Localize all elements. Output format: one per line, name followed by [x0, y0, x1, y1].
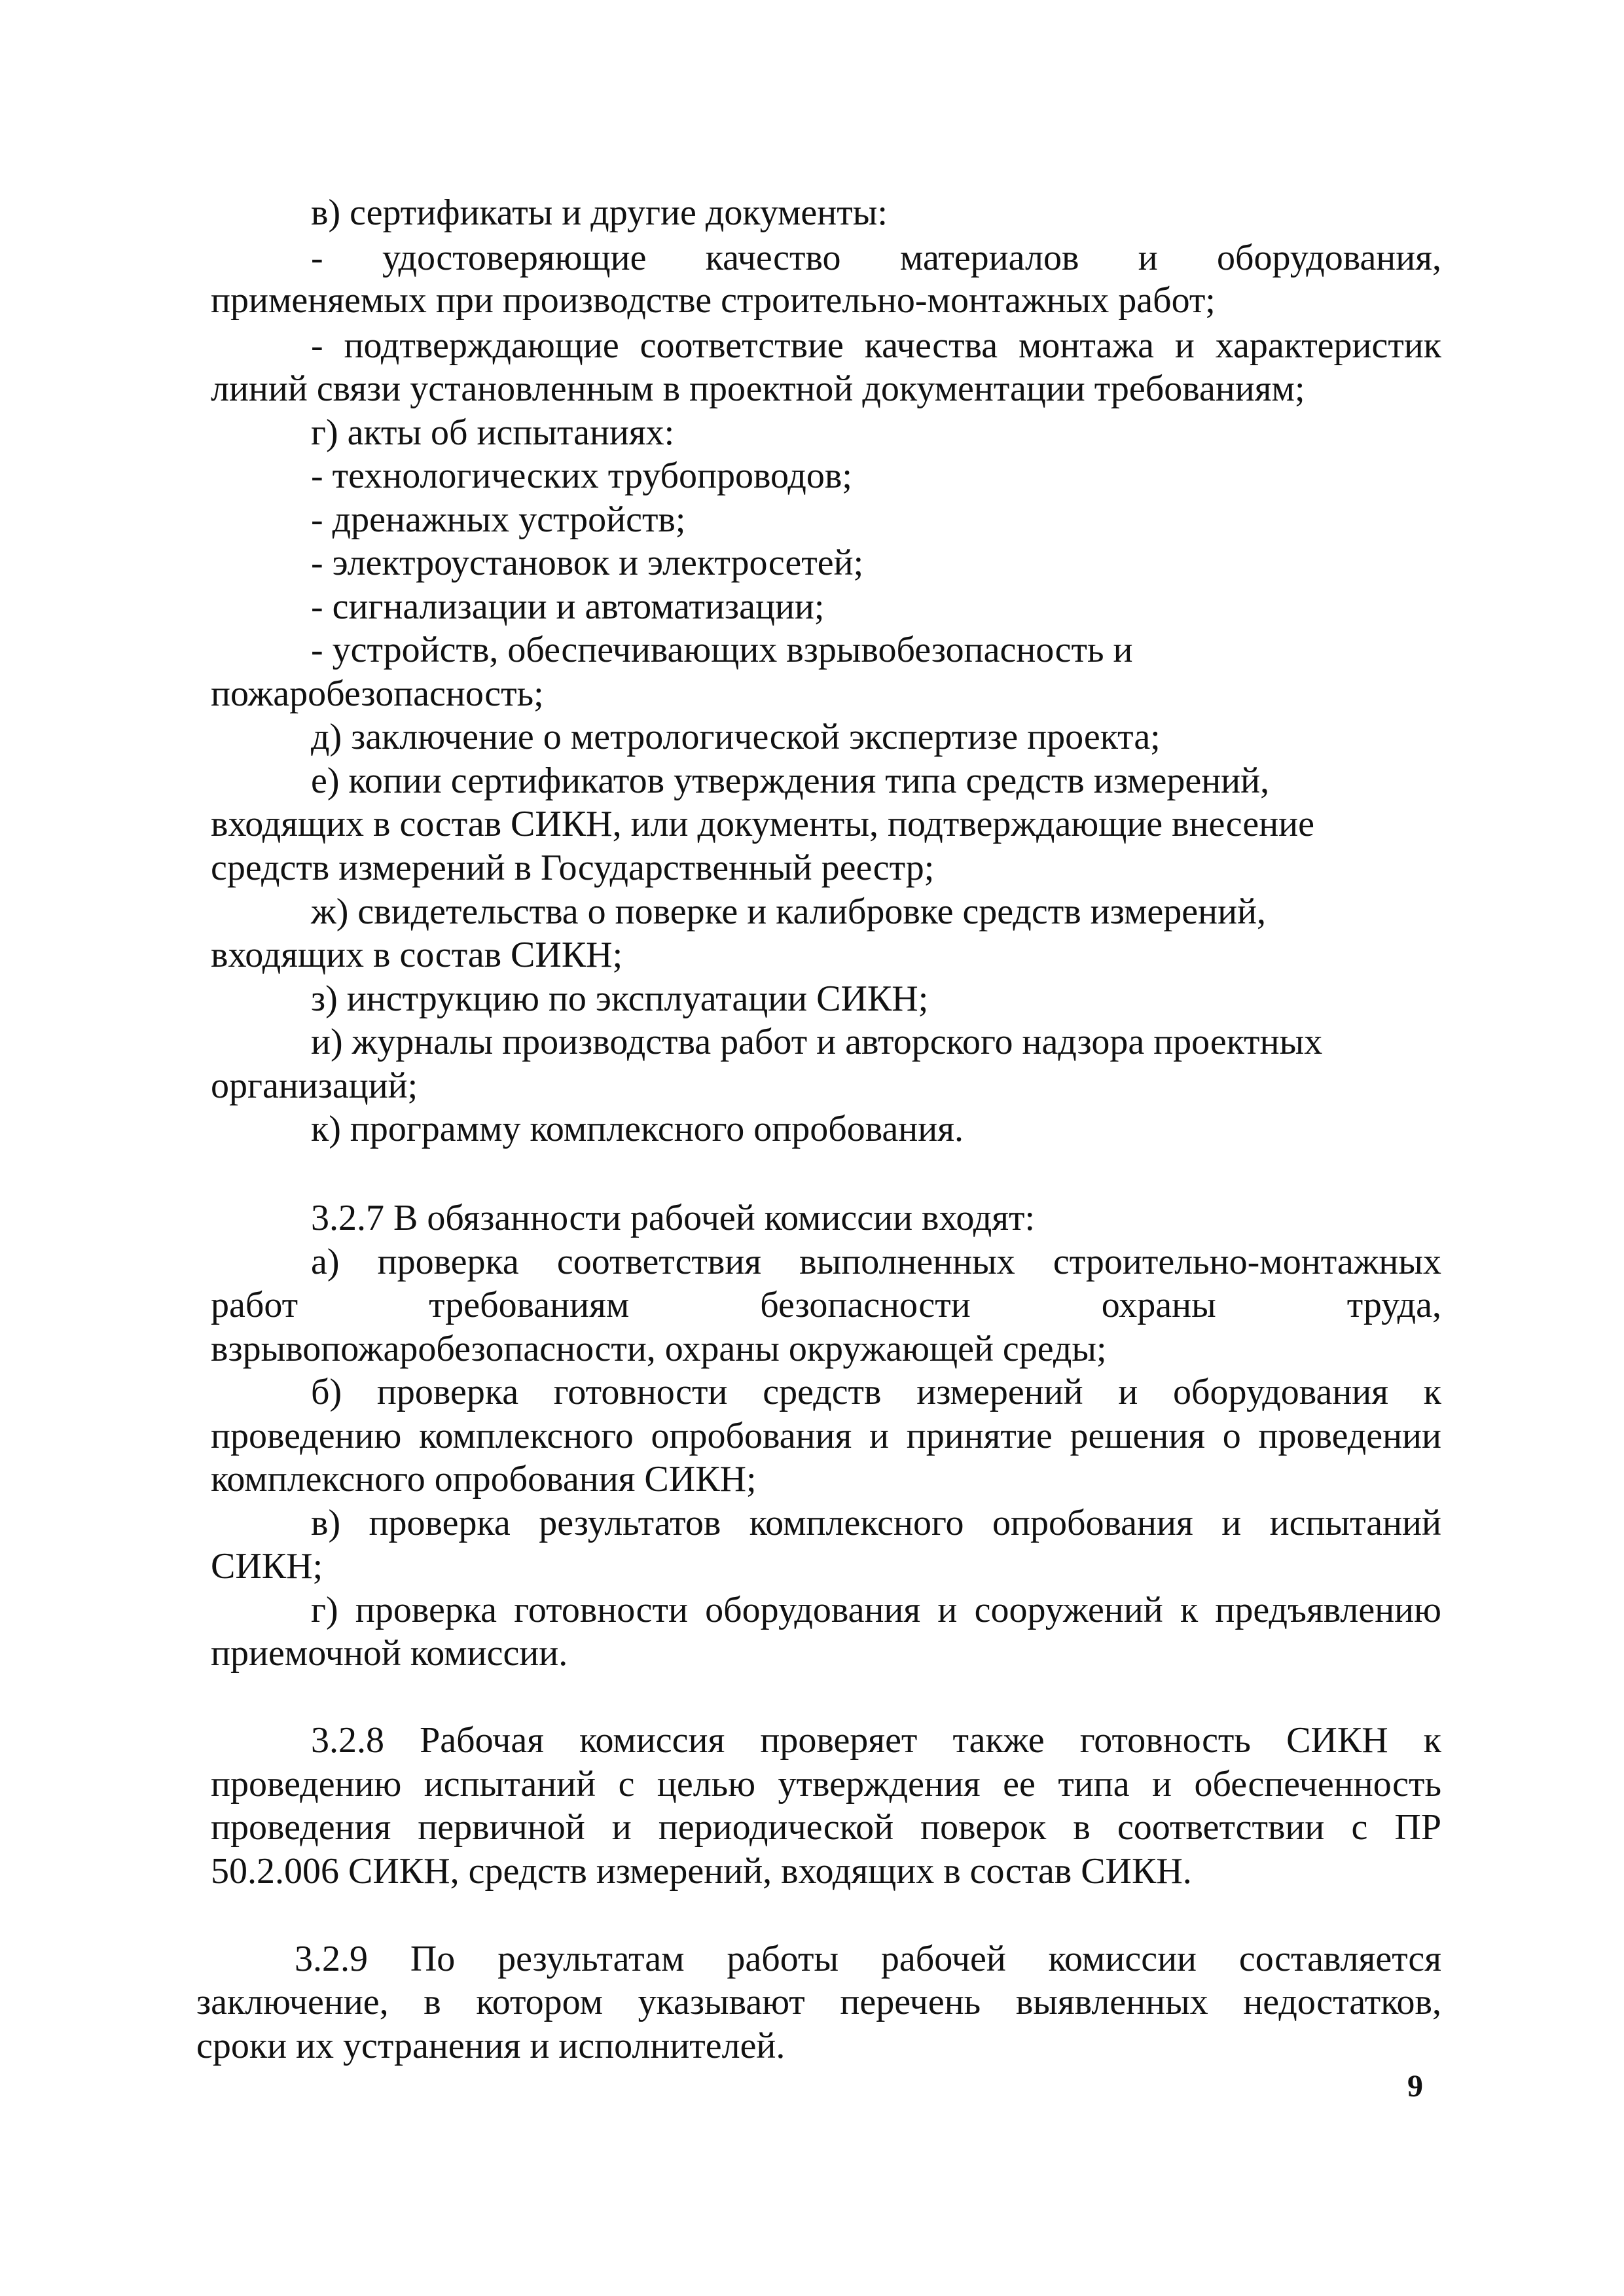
text-line: з) инструкцию по эксплуатации СИКН; [311, 978, 929, 1019]
text-line: в) проверка результатов комплексного опробования и испытаний [311, 1503, 1441, 1543]
text-line: пожаробезопасность; [211, 673, 544, 714]
text-line: - подтверждающие соответствие качества монтажа и характеристик [311, 325, 1441, 366]
text-line: заключение, в котором указывают перечень выявленных недостатков, [196, 1982, 1441, 2022]
text-line: СИКН; [211, 1546, 323, 1587]
text-line: взрывопожаробезопасности, охраны окружающей среды; [211, 1329, 1107, 1369]
text-line: - удостоверяющие качество материалов и оборудования, [311, 238, 1441, 278]
text-line: линий связи установленным в проектной документации требованиям; [211, 368, 1305, 409]
page-number: 9 [1407, 2069, 1423, 2104]
text-line: входящих в состав СИКН, или документы, подтверждающие внесение [211, 804, 1314, 844]
text-line: 3.2.8 Рабочая комиссия проверяет также готовность СИКН к [311, 1720, 1441, 1761]
text-line: приемочной комиссии. [211, 1633, 568, 1674]
text-line: проведению комплексного опробования и принятие решения о проведении [211, 1416, 1441, 1456]
text-line: входящих в состав СИКН; [211, 935, 623, 975]
text-line: - технологических трубопроводов; [311, 456, 852, 496]
text-line: организаций; [211, 1066, 418, 1106]
text-line: д) заключение о метрологической экспертизе проекта; [311, 717, 1161, 757]
text-line: проведения первичной и периодической поверок в соответствии с ПР [211, 1807, 1441, 1848]
text-line: г) проверка готовности оборудования и сооружений к предъявлению [311, 1590, 1441, 1630]
text-line: сроки их устранения и исполнителей. [196, 2026, 785, 2066]
text-line: ж) свидетельства о поверке и калибровке средств измерений, [311, 891, 1267, 932]
text-line: 50.2.006 СИКН, средств измерений, входящих в состав СИКН. [211, 1851, 1192, 1892]
text-line: применяемых при производстве строительно-монтажных работ; [211, 280, 1216, 321]
text-line: а) проверка соответствия выполненных строительно-монтажных [311, 1242, 1441, 1282]
text-line: г) акты об испытаниях: [311, 412, 675, 453]
text-line: проведению испытаний с целью утверждения ее типа и обеспеченность [211, 1764, 1441, 1804]
text-line: - сигнализации и автоматизации; [311, 586, 825, 627]
text-line: и) журналы производства работ и авторского надзора проектных [311, 1022, 1323, 1062]
text-line: работ требованиям безопасности охраны труда, [211, 1285, 1441, 1325]
text-line: 3.2.9 По результатам работы рабочей комиссии составляется [295, 1939, 1441, 1979]
text-line: к) программу комплексного опробования. [311, 1109, 964, 1149]
text-line: - дренажных устройств; [311, 499, 686, 540]
text-line: комплексного опробования СИКН; [211, 1459, 757, 1499]
section-heading: 3.2.7 В обязанности рабочей комиссии входят: [311, 1198, 1036, 1238]
text-line: средств измерений в Государственный реестр; [211, 848, 935, 888]
text-line: - устройств, обеспечивающих взрывобезопасность и [311, 630, 1133, 670]
text-line: е) копии сертификатов утверждения типа средств измерений, [311, 761, 1270, 801]
text-line: в) сертификаты и другие документы: [311, 192, 888, 233]
text-line: б) проверка готовности средств измерений и оборудования к [311, 1372, 1441, 1412]
text-line: - электроустановок и электросетей; [311, 543, 864, 583]
